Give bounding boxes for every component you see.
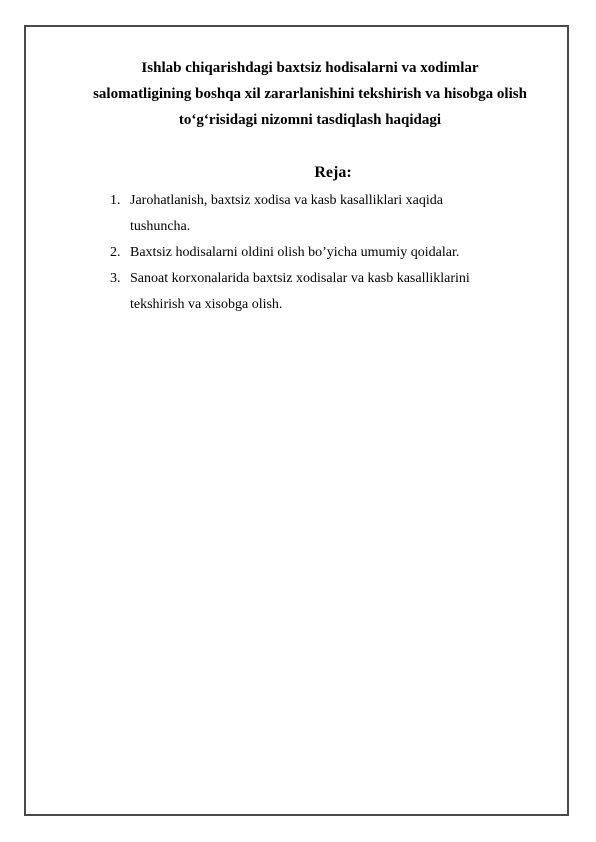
plan-item-number: 1. — [110, 193, 121, 208]
plan-item-line: tekshirish va xisobga olish. — [130, 297, 283, 312]
plan-heading: Reja: — [314, 164, 352, 181]
plan-item-number: 2. — [110, 245, 121, 260]
plan-item-line: Sanoat korxonalarida baxtsiz xodisalar va kasb kasalliklarini — [130, 271, 470, 286]
title-line-1: Ishlab chiqarishdagi baxtsiz hodisalarni va xodimlar — [141, 60, 479, 76]
plan-item-1 — [110, 188, 530, 240]
page-border — [24, 25, 569, 816]
document-title — [60, 55, 560, 133]
title-line-2: salomatligining boshqa xil zararlanishini tekshirish va hisobga olish — [93, 86, 527, 102]
plan-item-line: tushuncha. — [130, 219, 191, 234]
plan-item-line: Baxtsiz hodisalarni oldini olish bo’yicha umumiy qoidalar. — [130, 245, 460, 260]
plan-item-3 — [110, 266, 530, 318]
plan-item-line: Jarohatlanish, baxtsiz xodisa va kasb kasalliklari xaqida — [130, 193, 443, 208]
plan-list — [110, 188, 530, 318]
plan-item-number: 3. — [110, 271, 121, 286]
plan-item-2 — [110, 240, 530, 266]
plan-item-text — [130, 266, 530, 318]
plan-item-text — [130, 188, 530, 240]
plan-item-text — [130, 240, 530, 266]
title-line-3: to‘g‘risidagi nizomni tasdiqlash haqidagi — [178, 112, 442, 128]
